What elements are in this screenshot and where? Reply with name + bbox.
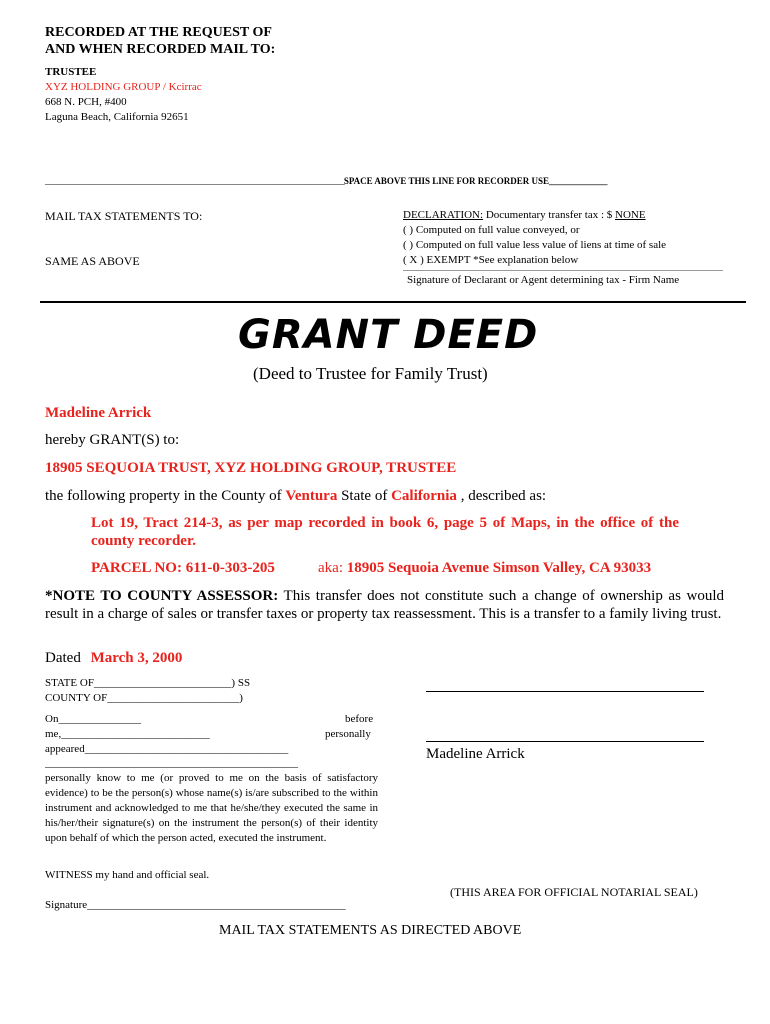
footer-mail-tax: MAIL TAX STATEMENTS AS DIRECTED ABOVE: [219, 923, 522, 938]
mail-tax-label: MAIL TAX STATEMENTS TO:: [45, 209, 203, 223]
notary-county-line: COUNTY OF________________________): [45, 692, 243, 704]
assessor-note-text: This transfer does not constitute such a change of ownership as would result in a charge of sales or transfer taxes or property tax reassessment. This is a transfer to a family living trust.: [45, 588, 725, 622]
recorder-use-line: [45, 176, 608, 186]
notary-appeared-line: appeared_____________________________________: [45, 743, 289, 755]
notarial-seal-area: (THIS AREA FOR OFFICIAL NOTARIAL SEAL): [450, 885, 698, 899]
property-intro: the following property in the County of: [45, 488, 282, 504]
aka-address: 18905 Sequoia Avenue Simson Valley, CA 93033: [346, 560, 652, 576]
declaration-option-1: ( ) Computed on full value conveyed, or: [403, 224, 580, 236]
recorder-use-label: SPACE ABOVE THIS LINE FOR RECORDER USE: [343, 176, 550, 186]
address-line-1: 668 N. PCH, #400: [45, 96, 127, 108]
notary-before: before: [345, 713, 374, 725]
notary-acknowledgment: personally know to me (or proved to me on the basis of satisfactory evidence) to be the person(s) whose name(s) is/are subscribed to the within instrument and acknowledged to me that he/she/they executed the same in his/her/their signature(s) on the instrument the person(s) of their identity upon behalf of which the person acted, executed the instrument.: [45, 772, 378, 844]
state-value: California: [391, 488, 457, 504]
document-title: GRANT DEED: [238, 312, 539, 358]
section-divider: [40, 301, 746, 303]
notary-blank-line: ______________________________________________: [45, 757, 298, 769]
notary-state-line: STATE OF_________________________) SS: [45, 677, 251, 689]
grants-text: hereby GRANT(S) to:: [45, 432, 180, 448]
notary-witness: WITNESS my hand and official seal.: [45, 869, 210, 881]
trustee-label: TRUSTEE: [45, 66, 97, 78]
address-line-2: Laguna Beach, California 92651: [45, 111, 189, 123]
declaration-line: [403, 209, 646, 221]
declaration-signature-label: Signature of Declarant or Agent determining tax - Firm Name: [407, 274, 680, 286]
document-subtitle: (Deed to Trustee for Family Trust): [253, 364, 488, 383]
recorder-rule: ___________________________________________________________________________________: [45, 176, 344, 186]
mail-tax-value: SAME AS ABOVE: [45, 254, 140, 268]
notary-personally: personally: [325, 728, 371, 740]
recorded-line-2: AND WHEN RECORDED MAIL TO:: [45, 42, 276, 57]
signer-name: Madeline Arrick: [426, 746, 525, 762]
declaration-option-2: ( ) Computed on full value less value of liens at time of sale: [403, 239, 667, 251]
aka-line: [318, 560, 651, 577]
tax-value: NONE: [615, 209, 646, 221]
recorder-rule-tail: _____________: [549, 176, 608, 186]
recorded-line-1: RECORDED AT THE REQUEST OF: [45, 25, 272, 40]
signature-rule-2: [426, 741, 704, 742]
declaration-label: DECLARATION:: [403, 209, 484, 221]
dated-line: [45, 650, 182, 667]
grantee-name: 18905 SEQUOIA TRUST, XYZ HOLDING GROUP, TRUSTEE: [45, 460, 457, 476]
declaration-signature-rule: [403, 270, 723, 271]
signature-rule-1: [426, 691, 704, 692]
county-value: Ventura: [285, 488, 338, 504]
state-label: State of: [341, 488, 388, 504]
declaration-text: Documentary transfer tax : $: [483, 209, 613, 221]
notary-me-line: me,___________________________: [45, 728, 210, 740]
trustee-name: XYZ HOLDING GROUP / Kcirrac: [45, 81, 202, 93]
notary-on-line: On_______________: [45, 713, 141, 725]
legal-description-line-1: Lot 19, Tract 214-3, as per map recorded in book 6, page 5 of Maps, in the office of the: [91, 515, 679, 531]
dated-value: March 3, 2000: [90, 650, 183, 666]
parcel-number: PARCEL NO: 611-0-303-205: [91, 560, 275, 576]
declaration-option-3: ( X ) EXEMPT *See explanation below: [403, 254, 579, 266]
dated-label: Dated: [45, 650, 81, 666]
assessor-note: [45, 587, 724, 623]
notary-signature-line: Signature_______________________________________________: [45, 899, 346, 911]
assessor-note-label: *NOTE TO COUNTY ASSESSOR:: [45, 588, 279, 604]
grantor-name: Madeline Arrick: [45, 405, 152, 421]
property-line: [45, 488, 546, 505]
legal-description-line-2: county recorder.: [91, 533, 196, 549]
described-text: , described as:: [460, 488, 547, 504]
aka-label: aka:: [318, 560, 343, 576]
